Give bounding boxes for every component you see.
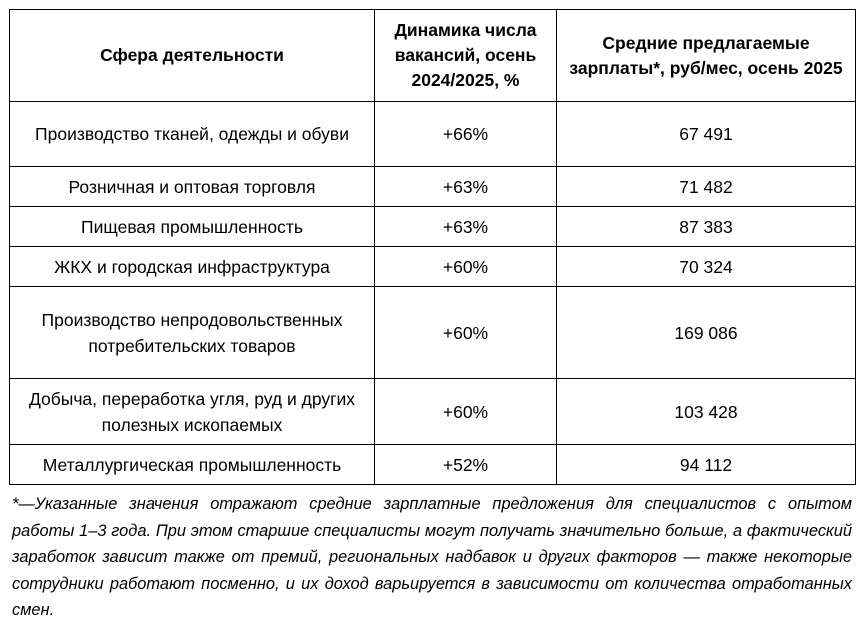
table-row <box>10 287 856 379</box>
header-sector: Сфера деятельности <box>10 10 375 102</box>
table-row <box>10 445 856 485</box>
cell-sector: Производство тканей, одежды и обуви <box>10 102 375 167</box>
table-row <box>10 207 856 247</box>
cell-dynamics: +52% <box>375 445 557 485</box>
cell-dynamics: +63% <box>375 207 557 247</box>
table-row <box>10 247 856 287</box>
cell-salary: 94 112 <box>557 445 856 485</box>
cell-salary: 67 491 <box>557 102 856 167</box>
vacancies-table <box>9 9 856 485</box>
cell-salary: 169 086 <box>557 287 856 379</box>
header-salary: Средние предлагаемые зарплаты*, руб/мес, осень 2025 <box>557 10 856 102</box>
cell-dynamics: +60% <box>375 287 557 379</box>
cell-salary: 103 428 <box>557 379 856 445</box>
cell-sector: Пищевая промышленность <box>10 207 375 247</box>
cell-dynamics: +60% <box>375 247 557 287</box>
cell-dynamics: +66% <box>375 102 557 167</box>
cell-sector: Металлургическая промышленность <box>10 445 375 485</box>
cell-sector: ЖКХ и городская инфраструктура <box>10 247 375 287</box>
cell-sector: Производство непродовольственных потребительских товаров <box>10 287 375 379</box>
cell-salary: 71 482 <box>557 167 856 207</box>
cell-salary: 87 383 <box>557 207 856 247</box>
footnote: *—Указанные значения отражают средние зарплатные предложения для специалистов с опытом работы 1–3 года. При этом старшие специалисты могут получать значительно больше, а фактический заработок зависит также от премий, региональных надбавок и других факторов — также некоторые сотрудники работают посменно, и их доход варьируется в зависимости от количества отработанных смен. <box>12 495 852 619</box>
table-header-row <box>10 10 856 102</box>
table-row <box>10 167 856 207</box>
cell-dynamics: +63% <box>375 167 557 207</box>
cell-salary: 70 324 <box>557 247 856 287</box>
table-row <box>10 379 856 445</box>
header-dynamics: Динамика числа вакансий, осень 2024/2025, % <box>375 10 557 102</box>
cell-dynamics: +60% <box>375 379 557 445</box>
table-row <box>10 102 856 167</box>
cell-sector: Добыча, переработка угля, руд и других полезных ископаемых <box>10 379 375 445</box>
cell-sector: Розничная и оптовая торговля <box>10 167 375 207</box>
